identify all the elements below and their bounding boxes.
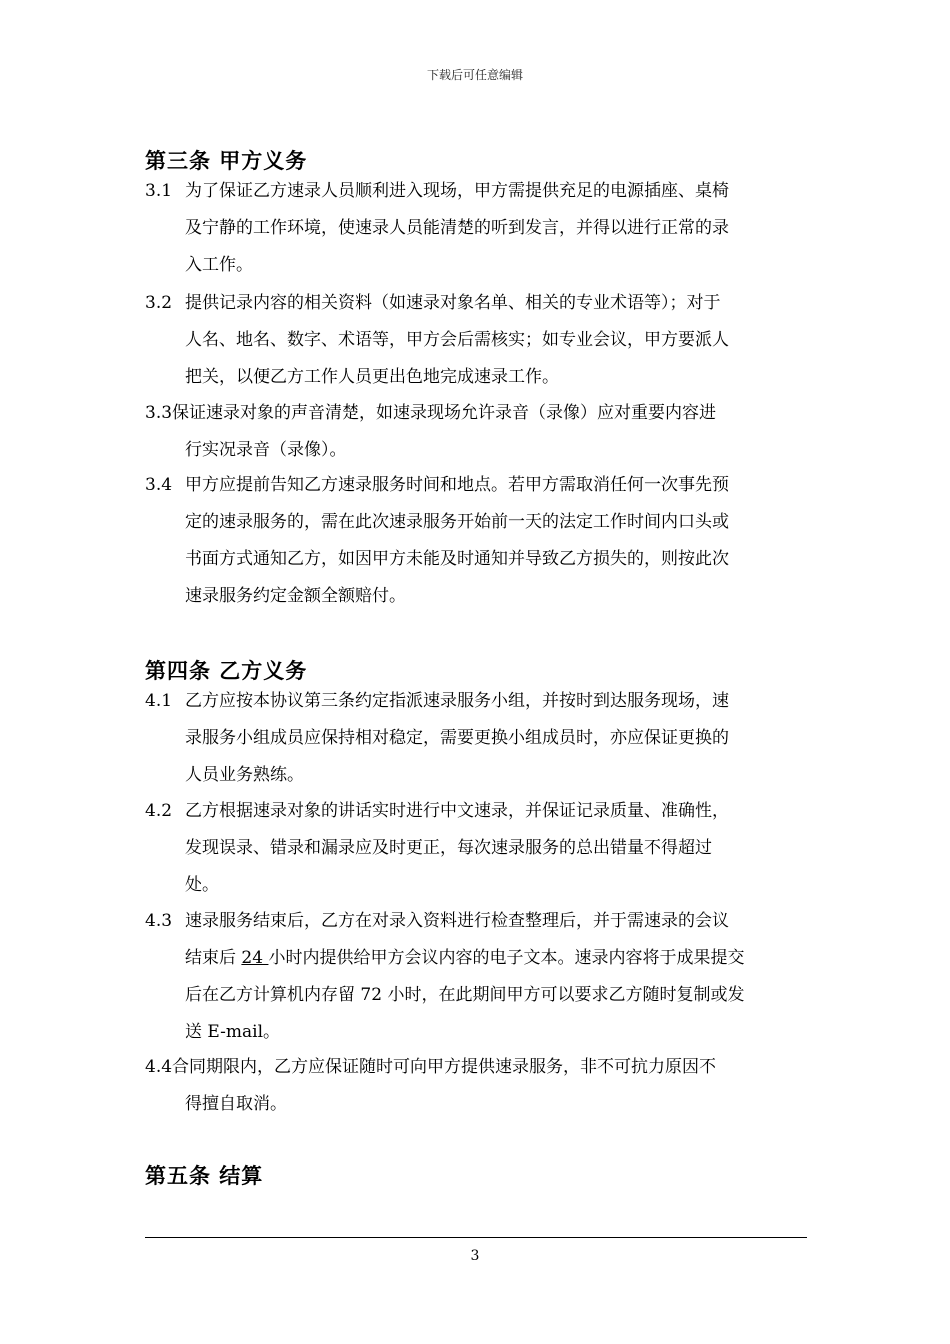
clause-line: 合同期限内，乙方应保证随时可向甲方提供速录服务，非不可抗力原因不 xyxy=(172,1057,717,1077)
clause-line: 乙方应按本协议第三条约定指派速录服务小组，并按时到达服务现场，速 xyxy=(185,691,729,711)
clause-4-4 xyxy=(145,1049,810,1123)
clause-line: 甲方应提前告知乙方速录服务时间和地点。若甲方需取消任何一次事先预 xyxy=(185,475,729,495)
footer-divider xyxy=(145,1237,807,1238)
clause-line: 速录服务结束后，乙方在对录入资料进行检查整理后，并于需速录的会议 xyxy=(185,911,729,931)
clause-number: 4.3 xyxy=(145,911,173,931)
clause-number: 3.3 xyxy=(145,403,173,423)
section-3-title: 第三条 甲方义务 xyxy=(145,148,308,173)
clause-line: 录服务小组成员应保持相对稳定，需要更换小组成员时，亦应保证更换的 xyxy=(185,728,729,748)
clause-4-3 xyxy=(145,903,810,1051)
clause-number: 4.2 xyxy=(145,801,173,821)
clause-line: 得擅自取消。 xyxy=(185,1094,287,1114)
clause-number: 3.2 xyxy=(145,293,173,313)
clause-4-2 xyxy=(145,793,810,904)
clause-number: 4.4 xyxy=(145,1057,173,1077)
clause-line: 提供记录内容的相关资料（如速录对象名单、相关的专业术语等）；对于 xyxy=(185,293,721,313)
page-header: 下载后可任意编辑 xyxy=(426,68,523,82)
clause-number: 3.1 xyxy=(145,181,173,201)
clause-number: 3.4 xyxy=(145,475,173,495)
clause-line: 处。 xyxy=(185,875,219,895)
clause-line: 行实况录音（录像）。 xyxy=(185,440,347,460)
clause-line: 把关，以便乙方工作人员更出色地完成速录工作。 xyxy=(185,367,559,387)
clause-line: 送 E-mail。 xyxy=(185,1022,281,1042)
clause-line: 人员业务熟练。 xyxy=(185,765,304,785)
clause-line: 发现误录、错录和漏录应及时更正，每次速录服务的总出错量不得超过 xyxy=(185,838,712,858)
clause-line: 小时内提供给甲方会议内容的电子文本。速录内容将于成果提交 xyxy=(268,948,745,968)
section-5-title: 第五条 结算 xyxy=(145,1163,264,1188)
clause-line: 定的速录服务的，需在此次速录服务开始前一天的法定工作时间内口头或 xyxy=(185,512,729,532)
clause-3-2 xyxy=(145,285,810,396)
clause-line: 书面方式通知乙方，如因甲方未能及时通知并导致乙方损失的，则按此次 xyxy=(185,549,729,569)
clause-line: 人名、地名、数字、术语等，甲方会后需核实；如专业会议，甲方要派人 xyxy=(185,330,729,350)
clause-3-1 xyxy=(145,173,810,284)
clause-line: 及宁静的工作环境，使速录人员能清楚的听到发言，并得以进行正常的录 xyxy=(185,218,729,238)
hours-value: 24 xyxy=(241,948,269,968)
clause-4-1 xyxy=(145,683,810,794)
clause-number: 4.1 xyxy=(145,691,173,711)
clause-line: 结束后 xyxy=(185,948,242,968)
clause-line: 乙方根据速录对象的讲话实时进行中文速录，并保证记录质量、准确性， xyxy=(185,801,729,821)
clause-3-4 xyxy=(145,467,810,615)
clause-line: 后在乙方计算机内存留 72 小时，在此期间甲方可以要求乙方随时复制或发 xyxy=(185,985,745,1005)
clause-3-3 xyxy=(145,395,810,469)
clause-line: 保证速录对象的声音清楚，如速录现场允许录音（录像）应对重要内容进 xyxy=(172,403,717,423)
clause-line: 速录服务约定金额全额赔付。 xyxy=(185,586,406,606)
clause-line: 为了保证乙方速录人员顺利进入现场，甲方需提供充足的电源插座、桌椅 xyxy=(185,181,729,201)
section-4-title: 第四条 乙方义务 xyxy=(145,658,308,683)
clause-line: 入工作。 xyxy=(185,255,253,275)
page-number: 3 xyxy=(470,1248,480,1264)
